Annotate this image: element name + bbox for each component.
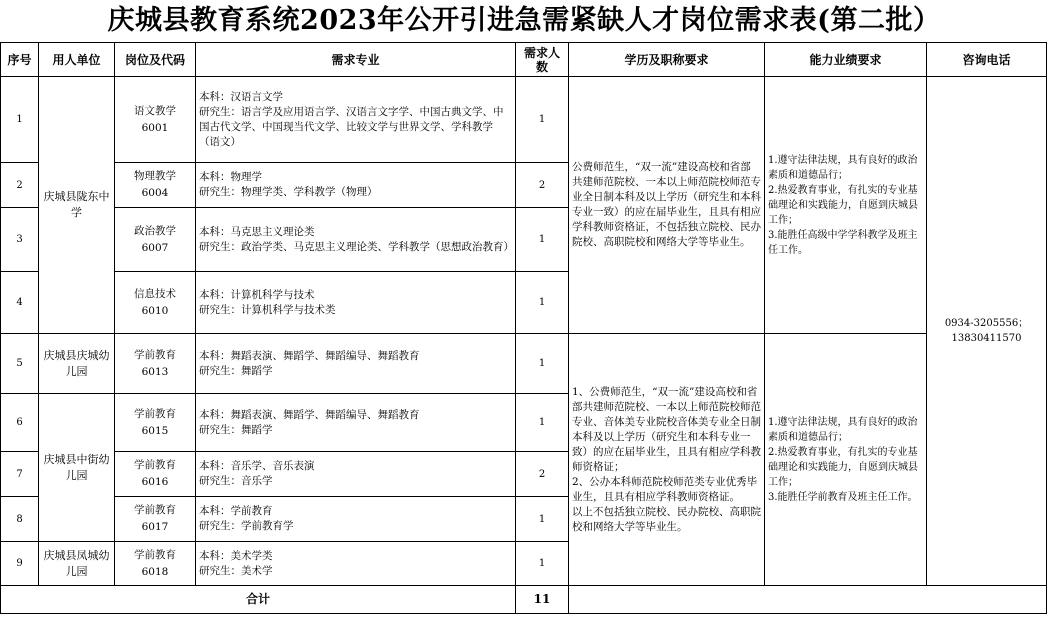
major-line: 本科：美术学类: [199, 549, 273, 562]
seq-cell: 1: [1, 77, 39, 163]
post-cell: [115, 542, 196, 586]
header-seq: 序号: [1, 43, 39, 77]
post-name: 信息技术: [134, 287, 176, 300]
unit-cell: 庆城县陇东中学: [39, 77, 115, 334]
post-cell: [115, 272, 196, 334]
post-name: 语文教学: [134, 104, 176, 117]
major-line: 本科：计算机科学与技术: [199, 288, 315, 301]
header-row: [1, 43, 1047, 77]
seq-cell: 3: [1, 208, 39, 272]
post-cell: [115, 208, 196, 272]
major-cell: [196, 272, 516, 334]
major-cell: [196, 394, 516, 452]
header-count: 需求人数: [516, 43, 569, 77]
post-name: 学前教育: [134, 504, 176, 516]
count-cell: 2: [516, 452, 569, 497]
total-label: 合计: [1, 586, 516, 614]
major-line: 研究生：政治学类、马克思主义理论类、学科教学（思想政治教育）: [199, 240, 514, 253]
post-cell: [115, 452, 196, 497]
total-value: 11: [516, 586, 569, 614]
post-code: 6004: [141, 187, 169, 199]
major-line: 本科：物理学: [199, 171, 262, 183]
header-phone: 咨询电话: [927, 43, 1047, 77]
count-cell: 1: [516, 77, 569, 163]
post-code: 6007: [141, 241, 169, 254]
unit-cell: 庆城县凤城幼儿园: [39, 542, 115, 586]
post-code: 6015: [141, 424, 169, 437]
count-cell: 1: [516, 208, 569, 272]
seq-cell: 2: [1, 163, 39, 208]
post-name: 学前教育: [134, 348, 176, 361]
major-line: 本科：舞蹈表演、舞蹈学、舞蹈编导、舞蹈教育: [199, 349, 420, 362]
post-code: 6001: [141, 121, 169, 134]
edu-req-text: 1、公费师范生，“双一流”建设高校和省部共建师范院校、一本以上师范院校师范专业、音体美专业院校音体美专业全日制本科及以上学历（研究生和本科专业一致）的应在届毕业生，且具有相应学科教师资格证； 2、公办本科师范院校师范类专业优秀毕业生，且具有相应学科教师资格证。 以上不包括独立院校、民办院校、高职院校和网络大学等毕业生。: [572, 385, 761, 533]
seq-cell: 7: [1, 452, 39, 497]
ability-req-cell: [765, 77, 927, 334]
post-name: 学前教育: [134, 459, 176, 471]
ability-text: 1.遵守法律法规，具有良好的政治素质和道德品行； 2.热爱教育事业，有扎实的专业基础理论和实践能力，自愿到庆城县工作； 3.能胜任高级中学学科教学及班主任工作。: [768, 154, 918, 256]
post-cell: [115, 77, 196, 163]
major-line: 研究生：舞蹈学: [199, 423, 273, 436]
post-cell: [115, 334, 196, 394]
page-title: 庆城县教育系统2023年公开引进急需紧缺人才岗位需求表(第二批）: [107, 5, 941, 36]
ability-text: 1.遵守法律法规，具有良好的政治素质和道德品行； 2.热爱教育事业，有扎实的专业基础理论和实践能力，自愿到庆城县工作； 3.能胜任学前教育及班主任工作。: [768, 416, 918, 503]
header-major: 需求专业: [196, 43, 516, 77]
table-row: [1, 334, 1047, 394]
header-edu: 学历及职称要求: [569, 43, 765, 77]
table-row: [1, 77, 1047, 163]
post-cell: [115, 163, 196, 208]
total-row: [1, 586, 1047, 614]
phone-cell: 0934-3205556；13830411570: [927, 77, 1047, 586]
major-line: 本科：学前教育: [199, 505, 273, 517]
post-cell: [115, 394, 196, 452]
major-cell: [196, 334, 516, 394]
count-cell: 1: [516, 497, 569, 542]
post-name: 物理教学: [134, 170, 176, 182]
count-cell: 1: [516, 334, 569, 394]
seq-cell: 6: [1, 394, 39, 452]
major-cell: [196, 542, 516, 586]
major-cell: [196, 163, 516, 208]
unit-cell: 庆城县庆城幼儿园: [39, 334, 115, 394]
count-cell: 2: [516, 163, 569, 208]
unit-cell: 庆城县中街幼儿园: [39, 394, 115, 542]
header-post: 岗位及代码: [115, 43, 196, 77]
edu-req-cell: [569, 334, 765, 586]
seq-cell: 4: [1, 272, 39, 334]
major-line: 研究生：语言学及应用语言学、汉语言文字学、中国古典文学、中国古代文学、中国现当代文学、比较文学与世界文学、学科教学（语文）: [199, 105, 504, 148]
major-line: 研究生：美术学: [199, 564, 273, 577]
seq-cell: 5: [1, 334, 39, 394]
major-line: 本科：舞蹈表演、舞蹈学、舞蹈编导、舞蹈教育: [199, 408, 420, 421]
seq-cell: 8: [1, 497, 39, 542]
header-unit: 用人单位: [39, 43, 115, 77]
count-cell: 1: [516, 542, 569, 586]
major-line: 研究生：学前教育学: [199, 520, 294, 532]
ability-req-cell: [765, 334, 927, 586]
major-cell: [196, 452, 516, 497]
major-line: 研究生：物理学类、学科教学（物理）: [199, 186, 378, 198]
post-cell: [115, 497, 196, 542]
major-line: 本科：音乐学、音乐表演: [199, 460, 315, 472]
seq-cell: 9: [1, 542, 39, 586]
count-cell: 1: [516, 272, 569, 334]
major-line: 研究生：计算机科学与技术类: [199, 303, 336, 316]
post-name: 学前教育: [134, 407, 176, 420]
major-cell: [196, 497, 516, 542]
total-empty: [569, 586, 1047, 614]
post-code: 6018: [141, 565, 169, 578]
major-line: 本科：汉语言文学: [199, 90, 283, 103]
count-cell: 1: [516, 394, 569, 452]
edu-req-cell: 公费师范生，“双一流”建设高校和省部共建师范院校、一本以上师范院校师范专业全日制本科及以上学历（研究生和本科专业一致）的应在届毕业生，且具有相应学科教师资格证，不包括独立院校、民办院校、高职院校和网络大学等毕业生。: [569, 77, 765, 334]
major-line: 研究生：音乐学: [199, 475, 273, 487]
post-code: 6016: [141, 476, 169, 488]
post-code: 6010: [141, 304, 169, 317]
post-code: 6017: [141, 521, 169, 533]
requirements-table: [0, 42, 1047, 614]
post-name: 学前教育: [134, 548, 176, 561]
post-name: 政治教学: [134, 224, 176, 237]
major-cell: [196, 208, 516, 272]
major-line: 本科：马克思主义理论类: [199, 225, 315, 238]
post-code: 6013: [141, 365, 169, 378]
major-line: 研究生：舞蹈学: [199, 364, 273, 377]
header-ability: 能力业绩要求: [765, 43, 927, 77]
major-cell: [196, 77, 516, 163]
